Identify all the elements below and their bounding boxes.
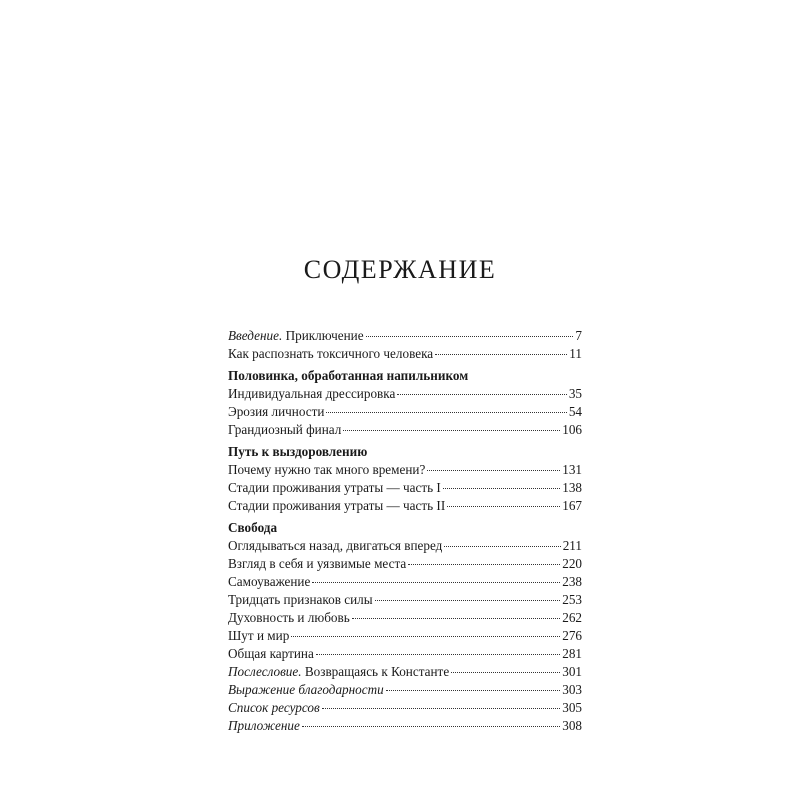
toc-entry[interactable] <box>228 385 582 403</box>
toc-entry-label: Шут и мир <box>228 628 290 643</box>
toc-entry-resources[interactable] <box>228 699 582 717</box>
dot-leader <box>366 336 574 337</box>
toc-entry-introduction[interactable] <box>228 327 582 345</box>
toc-entry[interactable] <box>228 609 582 627</box>
dot-leader <box>427 470 560 471</box>
toc-entry[interactable] <box>228 403 582 421</box>
toc-page-number: 238 <box>562 574 582 589</box>
toc-page-number: 7 <box>575 328 582 343</box>
toc-entry-label: Список ресурсов <box>228 700 320 715</box>
toc-page-number: 11 <box>569 346 582 361</box>
toc-page-number: 35 <box>568 386 582 401</box>
dot-leader <box>343 430 560 431</box>
toc-entry-label: Введение. Приключение <box>228 328 364 343</box>
toc-page-number: 301 <box>562 664 582 679</box>
toc-entry-label: Тридцать признаков силы <box>228 592 373 607</box>
toc-page-number: 106 <box>562 422 582 437</box>
toc-section-heading: Свобода <box>228 520 278 535</box>
dot-leader <box>435 354 567 355</box>
dot-leader <box>443 488 560 489</box>
toc-entry[interactable] <box>228 555 582 573</box>
toc-page-number: 305 <box>562 700 582 715</box>
dot-leader <box>408 564 560 565</box>
toc-entry-label: Духовность и любовь <box>228 610 350 625</box>
page-title: СОДЕРЖАНИЕ <box>303 255 497 284</box>
toc-page-number: 303 <box>562 682 582 697</box>
toc-entry-label: Индивидуальная дрессировка <box>228 386 396 401</box>
dot-leader <box>326 412 566 413</box>
dot-leader <box>397 394 566 395</box>
toc-entry-label: Оглядываться назад, двигаться вперед <box>228 538 443 553</box>
toc-entry-label: Как распознать токсичного человека <box>228 346 434 361</box>
toc-entry[interactable] <box>228 645 582 663</box>
toc-page-number: 253 <box>562 592 582 607</box>
dot-leader <box>444 546 560 547</box>
dot-leader <box>447 506 560 507</box>
toc-entry-appendix[interactable] <box>228 717 582 735</box>
toc-section-heading: Путь к выздоровлению <box>228 444 368 459</box>
toc-section-heading: Половинка, обработанная напильником <box>228 368 469 383</box>
toc-page-number: 276 <box>562 628 582 643</box>
toc-entry-label: Грандиозный финал <box>228 422 342 437</box>
toc-entry-label: Эрозия личности <box>228 404 325 419</box>
dot-leader <box>322 708 560 709</box>
toc-page-number: 211 <box>562 538 582 553</box>
toc-entry-acknowledgments[interactable] <box>228 681 582 699</box>
toc-entry-label: Самоуважение <box>228 574 311 589</box>
dot-leader <box>352 618 560 619</box>
toc-entry-label: Взгляд в себя и уязвимые места <box>228 556 407 571</box>
toc-entry[interactable] <box>228 627 582 645</box>
toc-page-number: 138 <box>562 480 582 495</box>
toc-entry[interactable] <box>228 461 582 479</box>
dot-leader <box>451 672 560 673</box>
toc-entry[interactable] <box>228 591 582 609</box>
toc-entry[interactable] <box>228 573 582 591</box>
toc-entry[interactable] <box>228 537 582 555</box>
dot-leader <box>375 600 561 601</box>
dot-leader <box>386 690 560 691</box>
toc-entry[interactable] <box>228 497 582 515</box>
dot-leader <box>316 654 560 655</box>
toc-entry-label: Почему нужно так много времени? <box>228 462 426 477</box>
toc-page-number: 54 <box>568 404 582 419</box>
toc-page-number: 167 <box>562 498 582 513</box>
toc-entry-label: Приложение <box>228 718 300 733</box>
toc-entry-label: Выражение благодарности <box>228 682 384 697</box>
dot-leader <box>291 636 560 637</box>
toc-page-number: 131 <box>562 462 582 477</box>
toc-entry[interactable] <box>228 345 582 363</box>
dot-leader <box>302 726 560 727</box>
toc-entry-label: Послесловие. Возвращаясь к Константе <box>228 664 450 679</box>
toc-entry-label: Общая картина <box>228 646 314 661</box>
dot-leader <box>312 582 560 583</box>
table-of-contents <box>228 327 582 735</box>
toc-entry-label: Стадии проживания утраты — часть II <box>228 498 446 513</box>
toc-entry-afterword[interactable] <box>228 663 582 681</box>
toc-page-number: 262 <box>562 610 582 625</box>
toc-page-number: 308 <box>562 718 582 733</box>
toc-entry[interactable] <box>228 421 582 439</box>
toc-page-number: 281 <box>562 646 582 661</box>
toc-page-number: 220 <box>562 556 582 571</box>
toc-entry[interactable] <box>228 479 582 497</box>
toc-entry-label: Стадии проживания утраты — часть I <box>228 480 441 495</box>
